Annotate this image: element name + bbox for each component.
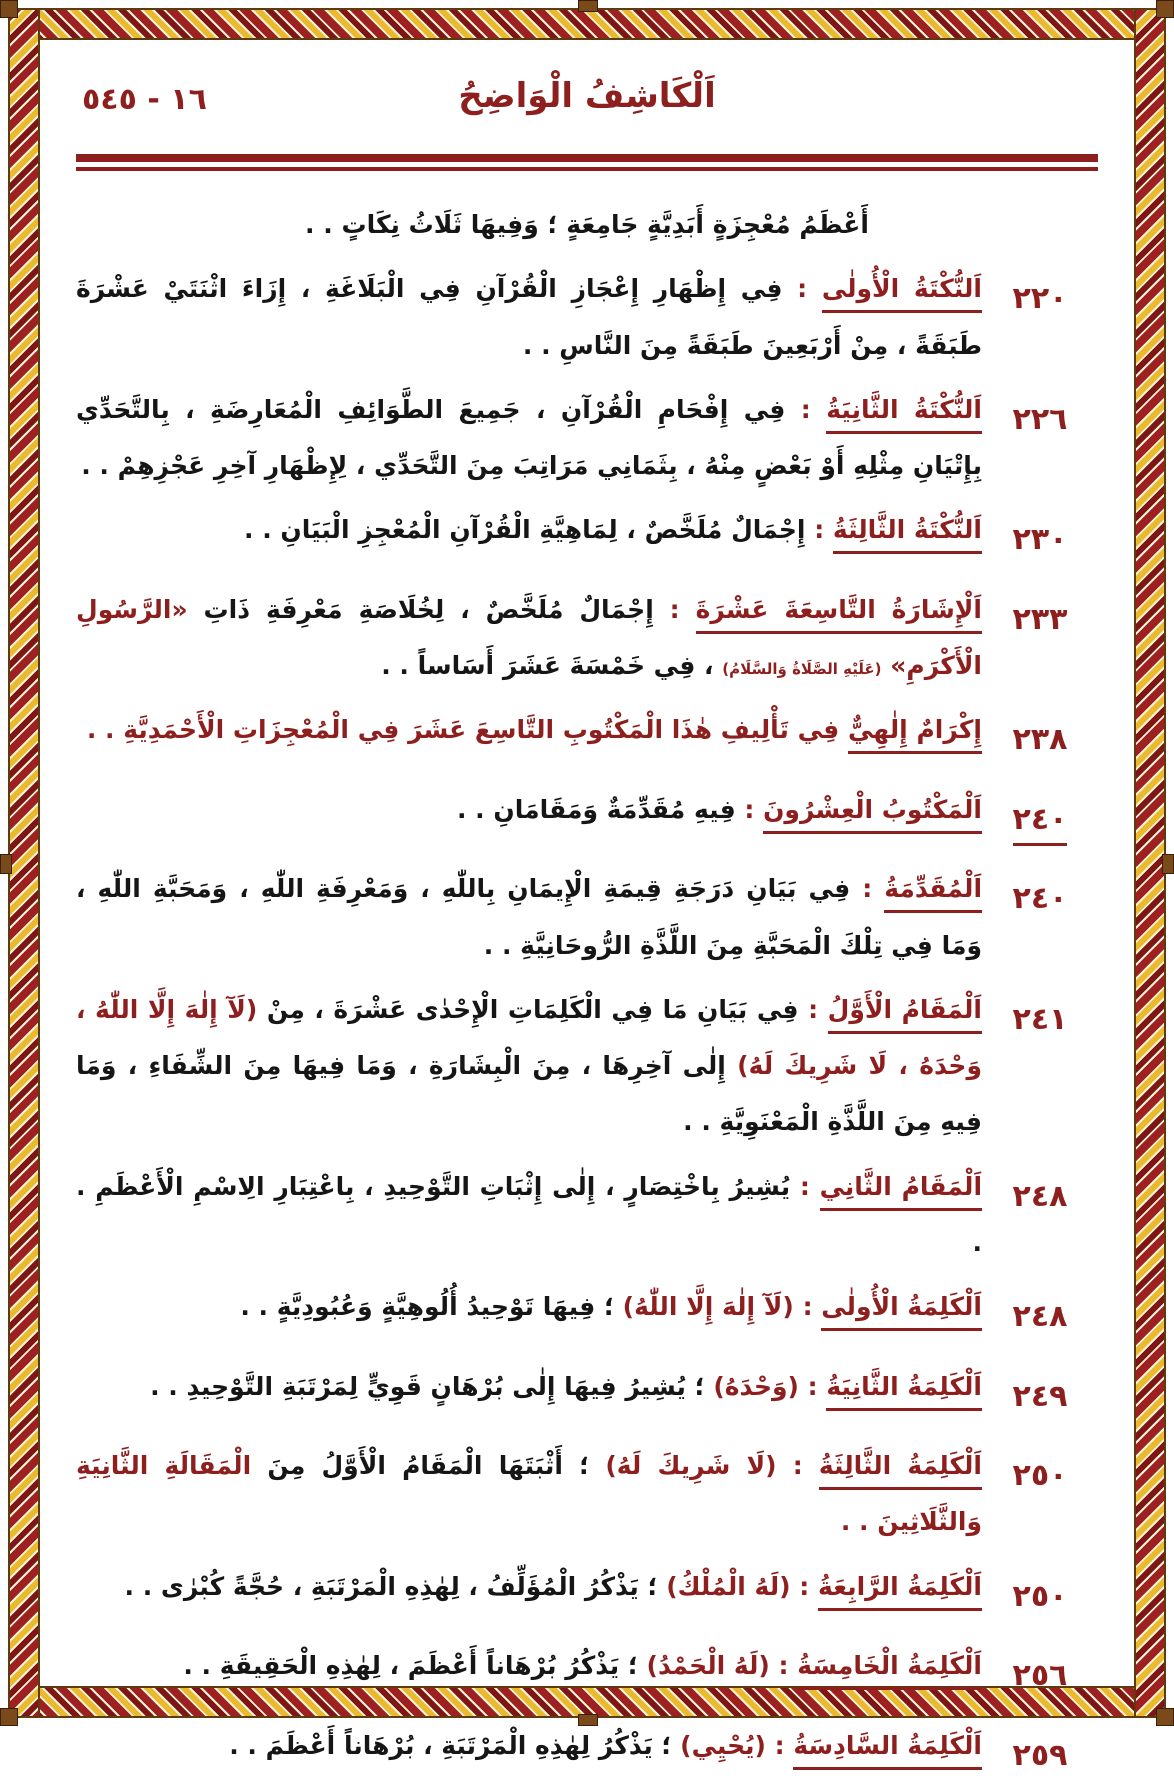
entry-body-text: ؛ يَذْكُرُ بُرْهَاناً أَعْظَمَ ، لِهٰذِهِ الْحَقِيقَةِ . . bbox=[183, 1651, 646, 1680]
toc-entry bbox=[76, 861, 1098, 974]
entry-body-text: ؛ أَثْبَتَهَا الْمَقَامُ الْأَوَّلُ مِنَ bbox=[251, 1451, 605, 1480]
entry-heading: إِكْرَامٌ إِلٰهِيٌّ bbox=[848, 715, 982, 754]
entry-heading: اَلْمَقَامُ الْأَوَّلُ bbox=[828, 995, 982, 1034]
entry-number: ٢٤١ bbox=[982, 982, 1098, 1151]
entry-text bbox=[76, 1559, 982, 1631]
toc-entry bbox=[76, 1638, 1098, 1710]
ornamental-border-left bbox=[8, 8, 40, 1718]
entry-text bbox=[76, 1159, 982, 1272]
entry-text bbox=[76, 197, 1098, 253]
toc-entry bbox=[76, 1718, 1098, 1789]
entry-body-text: ؛ يَذْكُرُ لِهٰذِهِ الْمَرْتَبَةِ ، بُرْهَاناً أَعْظَمَ . . bbox=[229, 1731, 680, 1760]
entry-heading: اَلْكَلِمَةُ الْأُولٰى bbox=[821, 1292, 982, 1331]
red-quote-text: (يُحْيِي) bbox=[680, 1731, 766, 1760]
heading-colon: : bbox=[654, 595, 696, 624]
red-quote-text: «الرَّسُولِ الْأَكْرَمِ» bbox=[76, 595, 982, 680]
entry-body-text: ، فِي خَمْسَةَ عَشَرَ أَسَاساً . . bbox=[381, 651, 722, 680]
entry-heading: اَلنُّكْتَةُ الثَّانِيَةُ bbox=[826, 395, 982, 434]
entry-heading: اَلْكَلِمَةُ الرَّابِعَةُ bbox=[818, 1572, 982, 1611]
entry-heading: اَلنُّكْتَةُ الْأُولٰى bbox=[822, 274, 982, 313]
heading-colon: : bbox=[799, 995, 828, 1024]
entry-body-text: إِجْمَالٌ مُلَخَّصٌ ، لِخُلَاصَةِ مَعْرِفَةِ ذَاتِ bbox=[188, 595, 654, 624]
ornamental-border-top bbox=[8, 8, 1166, 40]
heading-colon: : bbox=[782, 274, 821, 303]
toc-entry bbox=[76, 261, 1098, 374]
entry-body-text: ؛ فِيهَا تَوْحِيدُ أُلُوهِيَّةٍ وَعُبُودِيَّةٍ . . bbox=[240, 1292, 622, 1321]
entry-body-text: أَعْظَمُ مُعْجِزَةٍ أَبَدِيَّةٍ جَامِعَةٍ ؛ وَفِيهَا ثَلَاثُ نِكَاتٍ . . bbox=[305, 210, 869, 239]
entry-heading: اَلْكَلِمَةُ السَّادِسَةُ bbox=[793, 1731, 982, 1770]
entry-text bbox=[76, 1359, 982, 1431]
page-number: ١٦ - ٥٤٥ bbox=[82, 82, 207, 117]
entry-heading: اَلْمَكْتُوبُ الْعِشْرُونَ bbox=[763, 795, 982, 834]
entry-heading: اَلْكَلِمَةُ الثَّالِثَةُ bbox=[819, 1451, 982, 1490]
entry-heading: اَلْكَلِمَةُ الثَّانِيَةُ bbox=[826, 1372, 982, 1411]
border-midpoint-ornament bbox=[578, 0, 598, 12]
heading-colon: : bbox=[785, 395, 826, 424]
red-quote-text: (لَآ إِلٰهَ إِلَّا اللّٰهُ ، وَحْدَهُ ، لَا شَرِيكَ لَهُ) bbox=[76, 995, 982, 1080]
border-corner-icon bbox=[1156, 1708, 1174, 1726]
red-quote-text: (لَهُ الْمُلْكُ) bbox=[666, 1572, 790, 1601]
entry-number: ٢٤٩ bbox=[982, 1359, 1098, 1431]
border-corner-icon bbox=[1156, 0, 1174, 18]
entry-number: ٢٣٣ bbox=[982, 582, 1098, 695]
red-quote-text: (لَهُ الْحَمْدُ) bbox=[647, 1651, 770, 1680]
entry-body-text: إِجْمَالٌ مُلَخَّصٌ ، لِمَاهِيَّةِ الْقُرْآنِ الْمُعْجِزِ الْبَيَانِ . . bbox=[244, 515, 806, 544]
toc-entry bbox=[76, 382, 1098, 495]
page-content bbox=[46, 44, 1128, 1682]
heading-colon: : bbox=[791, 1572, 818, 1601]
entry-body-text: فِي إِظْهَارِ إِعْجَازِ الْقُرْآنِ فِي الْبَلَاغَةِ ، إِزَاءَ اثْنَتَيْ عَشْرَةَ طَبَقَةً ، مِنْ أَرْبَعِينَ طَبَقَةً مِنَ النَّاسِ . . bbox=[76, 274, 982, 359]
page-header bbox=[76, 72, 1098, 138]
salawat-emblem: (عَلَيْهِ الصَّلَاةُ وَالسَّلَامُ) bbox=[722, 660, 881, 678]
entry-text bbox=[76, 582, 982, 695]
entry-body-text: إِلٰى آخِرِهَا ، مِنَ الْبِشَارَةِ ، وَمَا فِيهَا مِنَ الشِّفَاءِ ، وَمَا فِيهِ مِنَ اللَّذَّةِ الْمَعْنَوِيَّةِ . . bbox=[76, 1051, 982, 1136]
toc-entry bbox=[76, 702, 1098, 774]
entry-text bbox=[76, 861, 982, 974]
entry-text bbox=[76, 1638, 982, 1710]
toc-entry bbox=[76, 502, 1098, 574]
heading-colon: : bbox=[850, 874, 884, 903]
entry-text bbox=[76, 782, 982, 854]
entry-body-text: فِيهِ مُقَدِّمَةٌ وَمَقَامَانِ . . bbox=[457, 795, 736, 824]
entry-number: ٢٢٠ bbox=[982, 261, 1098, 374]
toc-entry bbox=[76, 1438, 1098, 1551]
toc-entry bbox=[76, 782, 1098, 854]
toc-entry bbox=[76, 197, 1098, 253]
toc-entry bbox=[76, 1359, 1098, 1431]
entry-number: ٢٥٩ bbox=[982, 1718, 1098, 1789]
entry-text bbox=[76, 1438, 982, 1551]
page-title: اَلْكَاشِفُ الْوَاضِحُ bbox=[76, 72, 1098, 116]
header-rule-thick bbox=[76, 154, 1098, 162]
heading-colon: : bbox=[794, 1292, 821, 1321]
entry-number: ٢٥٠ bbox=[982, 1438, 1098, 1551]
entry-number: ٢٤٠ bbox=[982, 782, 1098, 854]
toc-entry bbox=[76, 1559, 1098, 1631]
entry-text bbox=[76, 982, 982, 1151]
red-quote-text: (وَحْدَهُ) bbox=[713, 1372, 799, 1401]
entry-body-text: فِي إِفْحَامِ الْقُرْآنِ ، جَمِيعَ الطَّوَائِفِ الْمُعَارِضَةِ ، بِالتَّحَدِّي بِإِتْيَانِ مِثْلِهِ أَوْ بَعْضٍ مِنْهُ ، بِثَمَانِي مَرَاتِبَ مِنَ التَّحَدِّي ، لِإِظْهَارِ آخِرِ عَجْزِهِمْ . . bbox=[76, 395, 982, 480]
entry-body-text: ؛ يَذْكُرُ الْمُؤَلِّفُ ، لِهٰذِهِ الْمَرْتَبَةِ ، حُجَّةً كُبْرٰى . . bbox=[125, 1572, 667, 1601]
heading-colon: : bbox=[770, 1651, 797, 1680]
heading-colon: : bbox=[766, 1731, 793, 1760]
entry-number: ٢٥٠ bbox=[982, 1559, 1098, 1631]
entry-body-text: فِي بَيَانِ دَرَجَةِ قِيمَةِ الْإِيمَانِ بِاللّٰهِ ، وَمَعْرِفَةِ اللّٰهِ ، وَمَحَبَّةِ اللّٰهِ ، وَمَا فِي تِلْكَ الْمَحَبَّةِ مِنَ اللَّذَّةِ الرُّوحَانِيَّةِ . . bbox=[76, 874, 982, 959]
entry-heading: اَلْمُقَدِّمَةُ bbox=[884, 874, 982, 913]
toc-entry bbox=[76, 982, 1098, 1151]
red-quote-text: الْمَقَالَةِ الثَّانِيَةِ وَالثَّلَاثِينَ . . bbox=[76, 1451, 982, 1536]
entry-number: ٢٣٨ bbox=[982, 702, 1098, 774]
red-quote-text: فِي تَأْلِيفِ هٰذَا الْمَكْتُوبِ التَّاسِعَ عَشَرَ فِي الْمُعْجِزَاتِ الْأَحْمَدِيَّةِ . . bbox=[87, 715, 848, 744]
entry-number: ٢٢٦ bbox=[982, 382, 1098, 495]
heading-colon: : bbox=[806, 515, 833, 544]
entry-heading: اَلْإِشَارَةُ التَّاسِعَةَ عَشْرَةَ bbox=[696, 595, 982, 634]
entry-number: ٢٤٨ bbox=[982, 1279, 1098, 1351]
border-midpoint-ornament bbox=[0, 854, 12, 874]
toc-entries bbox=[76, 197, 1098, 1789]
entry-heading: اَلنُّكْتَةُ الثَّالِثَةُ bbox=[833, 515, 982, 554]
heading-colon: : bbox=[777, 1451, 819, 1480]
toc-entry bbox=[76, 1279, 1098, 1351]
border-corner-icon bbox=[0, 1708, 18, 1726]
red-quote-text: (لَآ إِلٰهَ إِلَّا اللّٰهُ) bbox=[623, 1292, 794, 1321]
entry-number: ٢٣٠ bbox=[982, 502, 1098, 574]
entry-text bbox=[76, 1279, 982, 1351]
header-rule-thin bbox=[76, 167, 1098, 171]
entry-body-text: يُشِيرُ بِاخْتِصَارٍ ، إِلٰى إِثْبَاتِ التَّوْحِيدِ ، بِاعْتِبَارِ الِاسْمِ الْأَعْظَمِ . . bbox=[76, 1172, 982, 1257]
heading-colon: : bbox=[799, 1372, 826, 1401]
entry-number: ٢٤٠ bbox=[982, 861, 1098, 974]
entry-body-text: ؛ يُشِيرُ فِيهَا إِلٰى بُرْهَانٍ قَوِيٍّ لِمَرْتَبَةِ التَّوْحِيدِ . . bbox=[150, 1372, 713, 1401]
entry-number: ٢٥٦ bbox=[982, 1638, 1098, 1710]
border-midpoint-ornament bbox=[1162, 854, 1174, 874]
toc-entry bbox=[76, 1159, 1098, 1272]
entry-text bbox=[76, 1718, 982, 1789]
entry-body-text: فِي بَيَانِ مَا فِي الْكَلِمَاتِ الْإِحْدٰى عَشْرَةَ ، مِنْ bbox=[257, 995, 798, 1024]
entry-text bbox=[76, 261, 982, 374]
border-corner-icon bbox=[0, 0, 18, 18]
toc-entry bbox=[76, 582, 1098, 695]
entry-text bbox=[76, 502, 982, 574]
entry-number: ٢٤٨ bbox=[982, 1159, 1098, 1272]
heading-colon: : bbox=[736, 795, 763, 824]
entry-text bbox=[76, 702, 982, 774]
entry-text bbox=[76, 382, 982, 495]
entry-heading: اَلْكَلِمَةُ الْخَامِسَةُ bbox=[797, 1651, 982, 1690]
heading-colon: : bbox=[790, 1172, 820, 1201]
red-quote-text: (لَا شَرِيكَ لَهُ) bbox=[605, 1451, 776, 1480]
entry-heading: اَلْمَقَامُ الثَّانِي bbox=[820, 1172, 982, 1211]
